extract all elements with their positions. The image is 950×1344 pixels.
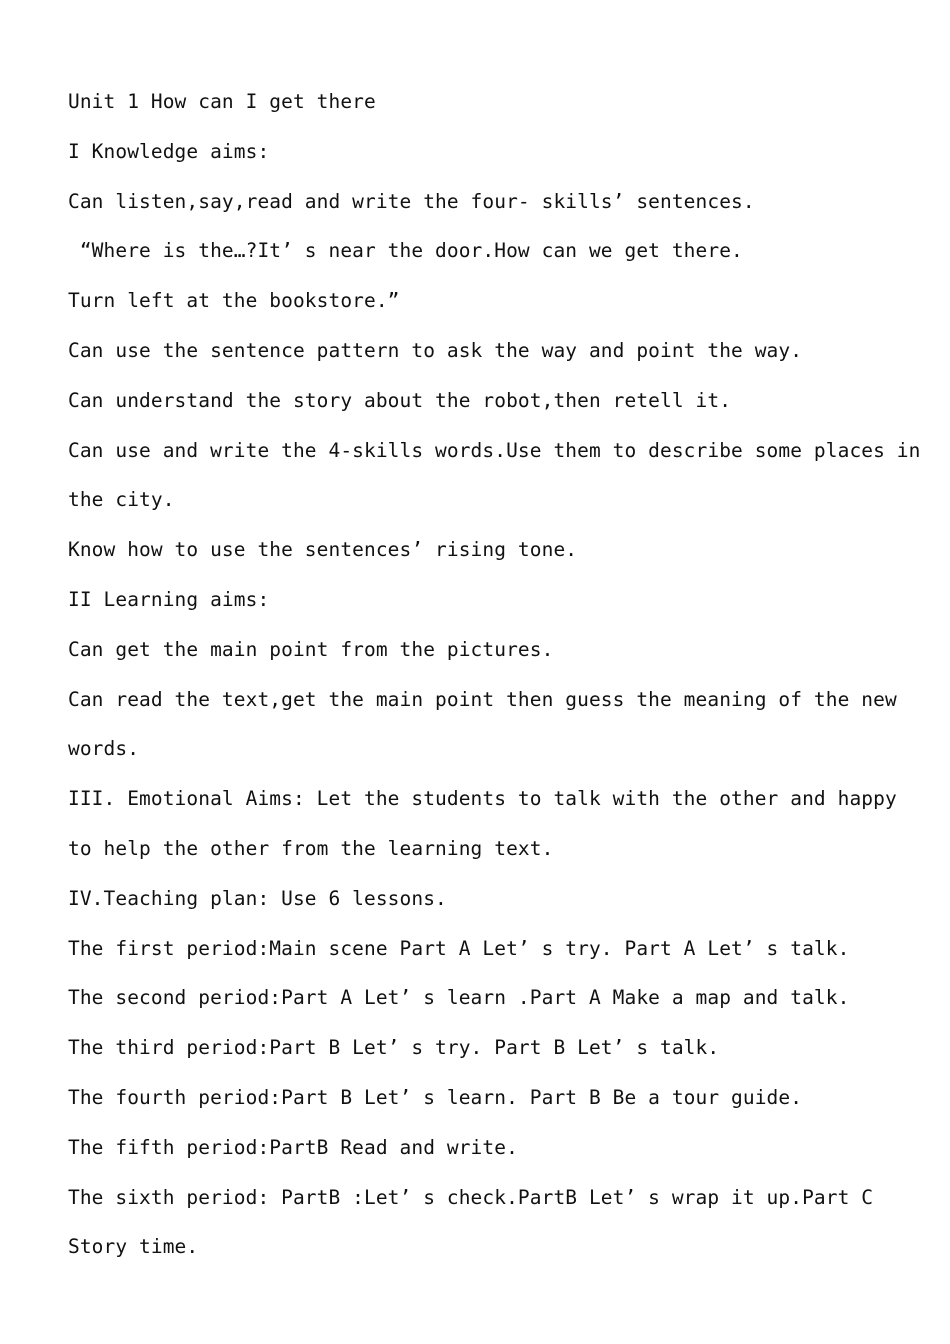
- unit-title: Unit 1 How can I get there: [68, 90, 376, 113]
- section-heading: III. Emotional Aims: Let the students to talk with the other and happy: [68, 787, 897, 811]
- text-line: to help the other from the learning text.: [68, 836, 554, 860]
- period-line: The second period:Part A Let’ s learn .Part A Make a map and talk.: [68, 986, 850, 1010]
- period-line: The fourth period:Part B Let’ s learn. Part B Be a tour guide.: [68, 1085, 803, 1109]
- text-line: Turn left at the bookstore.”: [68, 289, 400, 313]
- section-heading: IV.Teaching plan: Use 6 lessons.: [68, 886, 447, 910]
- text-line: Can read the text,get the main point then guess the meaning of the new: [68, 687, 897, 711]
- period-line: The fifth period:PartB Read and write.: [68, 1135, 518, 1159]
- period-line: The sixth period: PartB :Let’ s check.PartB Let’ s wrap it up.Part C: [68, 1185, 874, 1209]
- text-line: the city.: [68, 488, 175, 512]
- period-line: The first period:Main scene Part A Let’ s try. Part A Let’ s talk.: [68, 936, 850, 960]
- text-line: Can use and write the 4-skills words.Use them to describe some places in: [68, 438, 921, 462]
- section-heading: I Knowledge aims:: [68, 139, 270, 163]
- document-body: [68, 77, 921, 1272]
- text-line: words.: [68, 737, 140, 761]
- section-heading: II Learning aims:: [68, 587, 270, 611]
- text-line: “Where is the…?It’ s near the door.How can we get there.: [68, 239, 743, 263]
- period-line: The third period:Part B Let’ s try. Part B Let’ s talk.: [68, 1036, 720, 1060]
- text-line: Can use the sentence pattern to ask the way and point the way.: [68, 338, 803, 362]
- text-line: Can get the main point from the pictures.: [68, 637, 554, 661]
- text-line: Can listen,say,read and write the four- skills’ sentences.: [68, 189, 755, 213]
- text-line: Story time.: [68, 1235, 199, 1259]
- text-line: Can understand the story about the robot,then retell it.: [68, 388, 732, 412]
- text-line: Know how to use the sentences’ rising tone.: [68, 538, 578, 562]
